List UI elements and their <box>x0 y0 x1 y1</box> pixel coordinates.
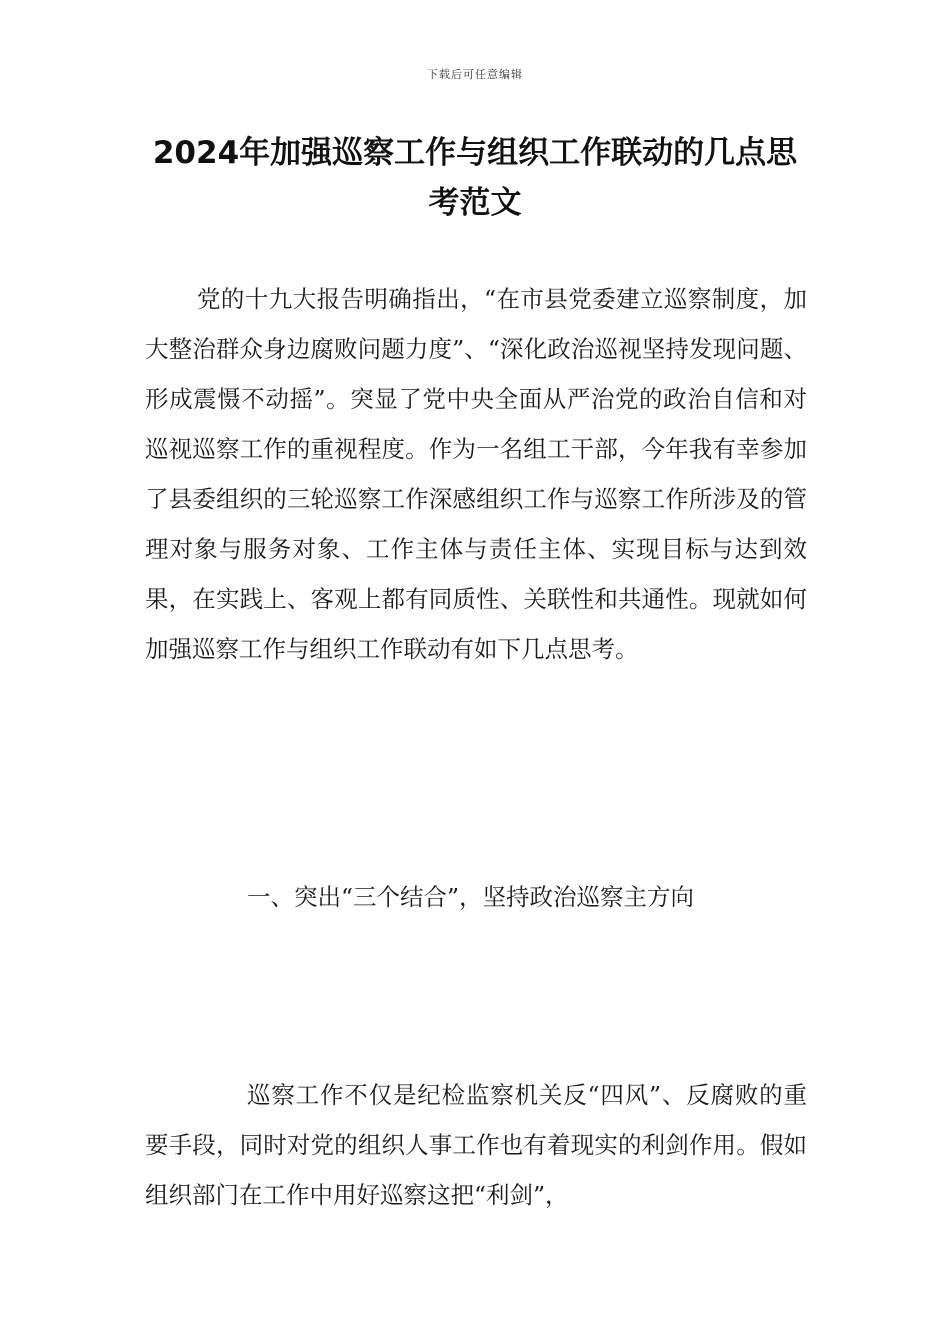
section-heading-1: 一、突出“三个结合”，坚持政治巡察主方向 <box>247 883 695 911</box>
paragraph-intro: 党的十九大报告明确指出，“在市县党委建立巡察制度，加大整治群众身边腐败问题力度”、“深化政治巡视坚持发现问题、形成震慑不动摇”。突显了党中央全面从严治党的政治自信和对巡视巡察工作的重视程度。作为一名组工干部，今年我有幸参加了县委组织的三轮巡察工作深感组织工作与巡察工作所涉及的管理对象与服务对象、工作主体与责任主体、实现目标与达到效果，在实践上、客观上都有同质性、关联性和共通性。现就如何加强巡察工作与组织工作联动有如下几点思考。 <box>145 285 807 663</box>
header-note: 下载后可任意编辑 <box>427 68 523 81</box>
document-title: 2024年加强巡察工作与组织工作联动的几点思考范文 <box>152 135 798 221</box>
paragraph-section-1: 巡察工作不仅是纪检监察机关反“四风”、反腐败的重要手段，同时对党的组织人事工作也有着现实的利剑作用。假如组织部门在工作中用好巡察这把“利剑”， <box>145 1081 807 1209</box>
